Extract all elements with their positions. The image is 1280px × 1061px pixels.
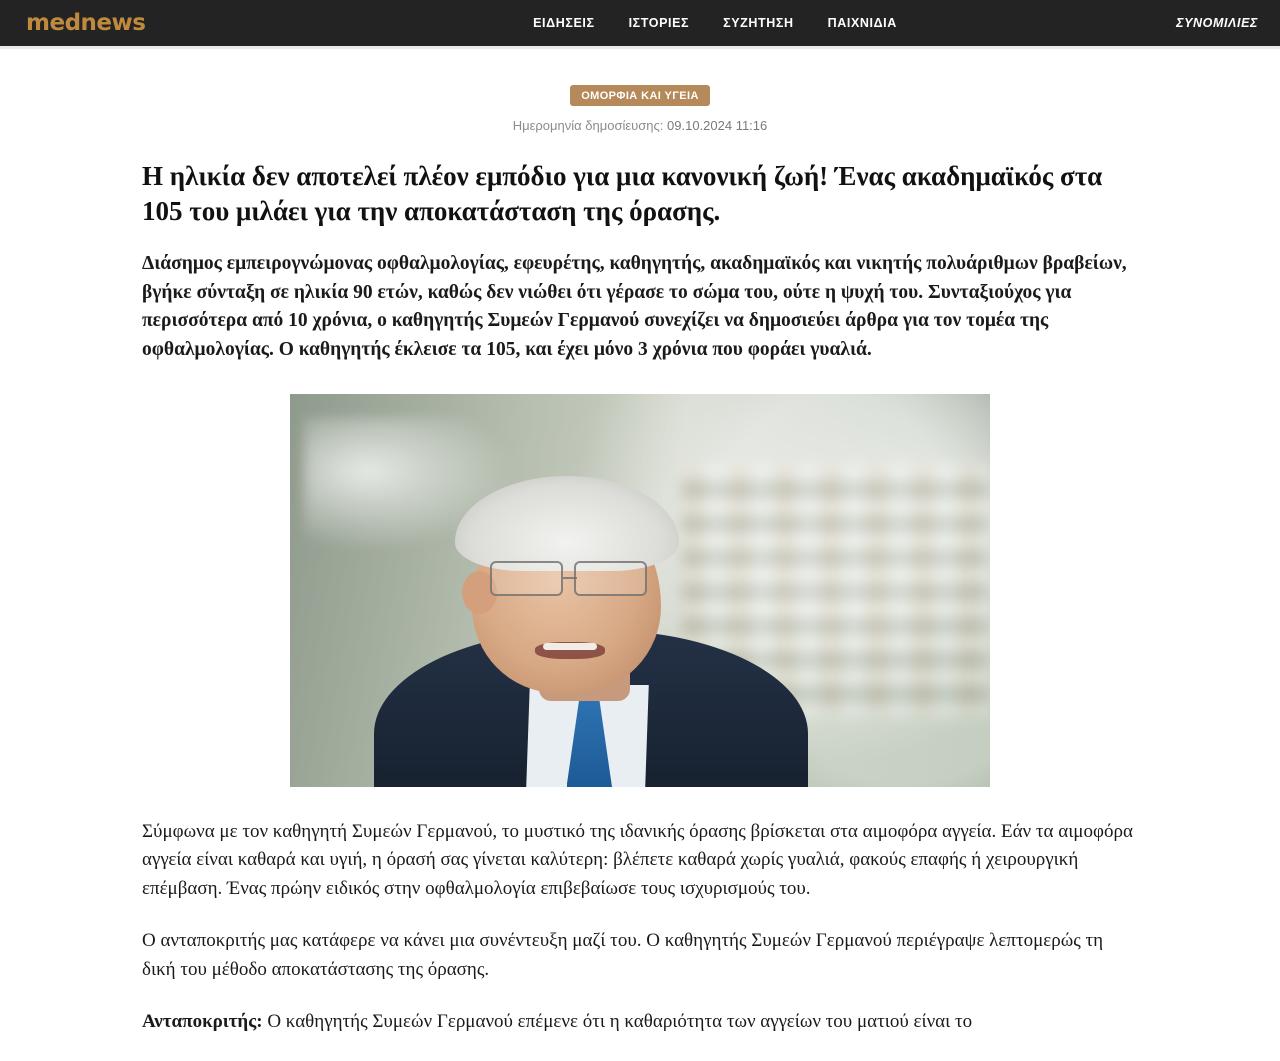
photo-mouth [535, 642, 605, 660]
site-header [0, 0, 1280, 46]
publish-date-value: 09.10.2024 11:16 [667, 118, 768, 133]
publish-date [140, 118, 1140, 133]
article-image [290, 394, 990, 787]
nav-item-chats[interactable]: ΣΥΝΟΜΙΛΙΕΣ [1176, 16, 1258, 30]
article-lead: Διάσημος εμπειρογνώμονας οφθαλμολογίας, εφευρέτης, καθηγητής, ακαδημαϊκός και νικητής πολυάριθμων βραβείων, βγήκε σύνταξη σε ηλικία 90 ετών, καθώς δεν νιώθει ότι γέρασε το σώμα του, ούτε η ψυχή του. Συνταξιούχος για περισσότερα από 10 χρόνια, ο καθηγητής Συμεών Γερμανού συνεχίζει να δημοσιεύει άρθρα για τον τομέα της οφθαλμολογίας. Ο καθηγητής έκλεισε τα 105, και έχει μόνο 3 χρόνια που φοράει γυαλιά. [142, 253, 1127, 360]
secondary-navigation [1176, 0, 1258, 46]
page-body [0, 49, 1280, 1037]
qa-speaker-label: Ανταποκριτής: [142, 1011, 263, 1033]
page-title: Η ηλικία δεν αποτελεί πλέον εμπόδιο για μια κανονική ζωή! Ένας ακαδημαϊκός στα 105 του μιλάει για την αποκατάσταση της όρασης. [142, 161, 1103, 226]
photo-glasses-bridge [563, 577, 577, 579]
site-logo[interactable]: mednews [26, 10, 146, 36]
nav-item-discussion[interactable]: ΣΥΖΗΤΗΣΗ [723, 16, 794, 30]
category-badge[interactable]: ΟΜΟΡΦΙΑ ΚΑΙ ΥΓΕΙΑ [570, 85, 710, 106]
article-paragraph: Ο ανταποκριτής μας κατάφερε να κάνει μια συνέντευξη μαζί του. Ο καθηγητής Συμεών Γερμανού περιέγραψε λεπτομερώς τη δική του μέθοδο αποκατάστασης της όρασης. [142, 930, 1104, 980]
article-container [140, 85, 1140, 1037]
article-paragraph-qa [140, 1008, 1140, 1037]
photo-glasses-right-lens [574, 561, 648, 596]
main-navigation [150, 16, 1280, 30]
publish-date-label: Ημερομηνία δημοσίευσης: [512, 118, 664, 133]
article-figure [140, 394, 1140, 792]
nav-item-stories[interactable]: ΙΣΤΟΡΙΕΣ [628, 16, 690, 30]
nav-item-news[interactable]: ΕΙΔΗΣΕΙΣ [533, 16, 595, 30]
photo-glasses-left-lens [490, 561, 564, 596]
nav-item-games[interactable]: ΠΑΙΧΝΙΔΙΑ [827, 16, 897, 30]
article-paragraph: Σύμφωνα με τον καθηγητή Συμεών Γερμανού, το μυστικό της ιδανικής όρασης βρίσκεται στα αιμοφόρα αγγεία. Εάν τα αιμοφόρα αγγεία είναι καθαρά και υγιή, η όρασή σας γίνεται καλύτερη: βλέπετε καθαρά χωρίς γυαλιά, φακούς επαφής ή χειρουργική επέμβαση. Ένας πρώην ειδικός στην οφθαλμολογία επιβεβαίωσε τους ισχυρισμούς του. [142, 820, 1133, 899]
qa-text: Ο καθηγητής Συμεών Γερμανού επέμενε ότι η καθαριότητα των αγγείων του ματιού είναι το [262, 1011, 973, 1033]
category-badge-wrapper [140, 85, 1140, 106]
